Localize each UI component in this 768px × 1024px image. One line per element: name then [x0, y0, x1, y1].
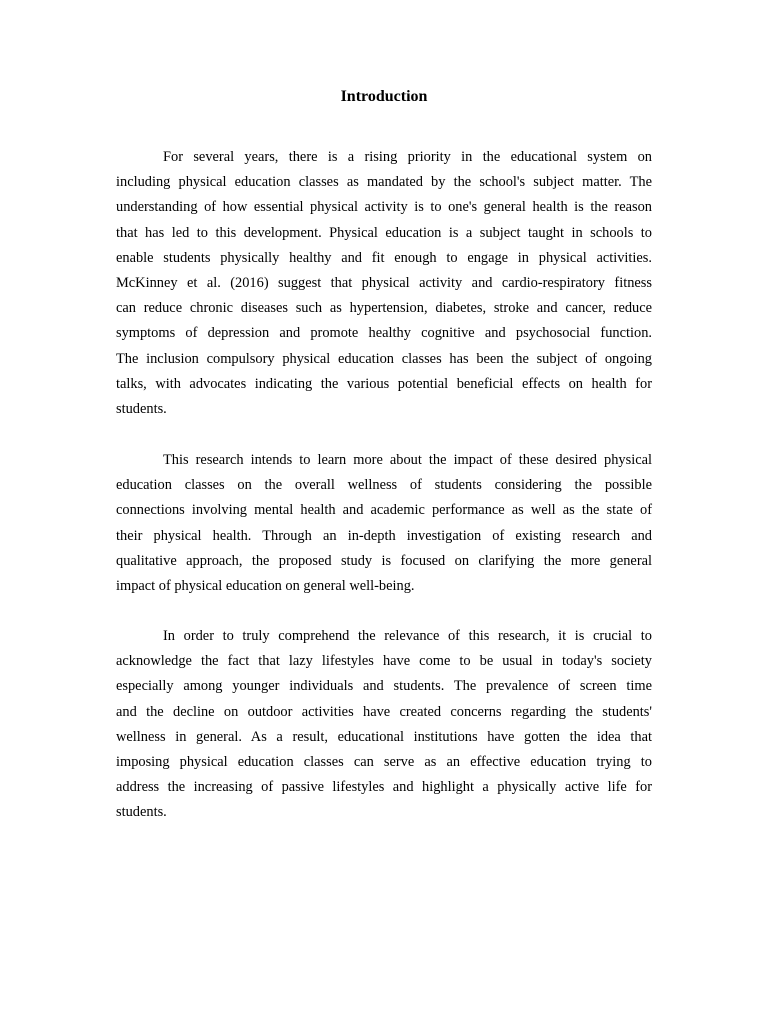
paragraph-line: students.	[116, 400, 167, 417]
paragraph-line: This research intends to learn more about the impact of these desired physical	[163, 452, 652, 468]
paragraph-line: For several years, there is a rising priority in the educational system on	[163, 149, 652, 165]
paragraph-line: impact of physical education on general well-being.	[116, 577, 415, 594]
paragraph-line: can reduce chronic diseases such as hypertension, diabetes, stroke and cancer, reduce	[116, 300, 652, 317]
paragraph-2	[116, 448, 652, 599]
paragraph-line: education classes on the overall wellness of students considering the possible	[116, 477, 652, 494]
paragraph-line: In order to truly comprehend the relevance of this research, it is crucial to	[163, 628, 652, 644]
paragraph-line: address the increasing of passive lifestyles and highlight a physically active life for	[116, 779, 652, 796]
paragraph-line: qualitative approach, the proposed study is focused on clarifying the more general	[116, 552, 652, 569]
paragraph-line: acknowledge the fact that lazy lifestyles have come to be usual in today's society	[116, 653, 652, 670]
paragraph-line: enable students physically healthy and fit enough to engage in physical activities.	[116, 249, 652, 266]
paragraph-line: talks, with advocates indicating the various potential beneficial effects on health for	[116, 375, 652, 392]
paragraph-line: understanding of how essential physical activity is to one's general health is the reason	[116, 199, 652, 216]
paragraph-line: and the decline on outdoor activities have created concerns regarding the students'	[116, 703, 652, 720]
paragraph-1	[116, 145, 652, 422]
paragraph-line: that has led to this development. Physical education is a subject taught in schools to	[116, 224, 652, 241]
document-title: Introduction	[340, 88, 428, 105]
paragraph-line: including physical education classes as mandated by the school's subject matter. The	[116, 174, 652, 191]
paragraph-line: students.	[116, 804, 167, 821]
paragraph-line: The inclusion compulsory physical education classes has been the subject of ongoing	[116, 350, 652, 367]
paragraph-line: their physical health. Through an in-depth investigation of existing research and	[116, 527, 652, 544]
paragraph-line: symptoms of depression and promote healthy cognitive and psychosocial function.	[116, 325, 652, 342]
paragraph-line: especially among younger individuals and students. The prevalence of screen time	[116, 678, 652, 695]
paragraph-3	[116, 624, 652, 826]
paragraph-line: connections involving mental health and academic performance as well as the state of	[116, 502, 652, 519]
paragraph-line: McKinney et al. (2016) suggest that physical activity and cardio-respiratory fitness	[116, 274, 652, 291]
paragraph-line: imposing physical education classes can serve as an effective education trying to	[116, 753, 652, 770]
paragraph-line: wellness in general. As a result, educational institutions have gotten the idea that	[116, 728, 652, 745]
